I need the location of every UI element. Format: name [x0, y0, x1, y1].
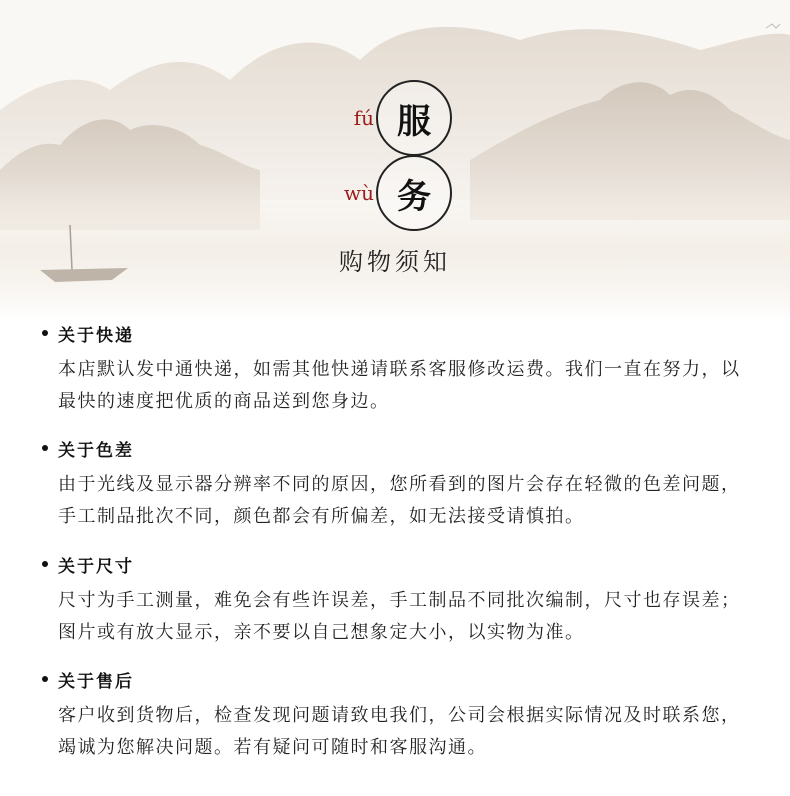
section-shipping	[42, 320, 752, 418]
char-fu-row	[340, 80, 452, 156]
pinyin-wu: wù	[344, 181, 374, 205]
section-title	[42, 666, 752, 692]
char-wu-row	[340, 155, 452, 231]
section-body: 尺寸为手工测量，难免会有些许误差，手工制品不同批次编制，尺寸也存误差；图片或有放大显示，亲不要以自己想象定大小，以实物为准。	[58, 590, 741, 643]
section-after-sales	[42, 666, 752, 764]
section-body: 由于光线及显示器分辨率不同的原因，您所看到的图片会存在轻微的色差问题，手工制品批次不同，颜色都会有所偏差，如无法接受请慎拍。	[58, 474, 741, 527]
page-subtitle: 购物须知	[339, 248, 451, 276]
section-color-difference	[42, 435, 752, 533]
bullet-icon	[42, 561, 48, 567]
section-title-text: 关于快递	[58, 325, 134, 346]
service-header	[0, 0, 790, 300]
bullet-icon	[42, 445, 48, 451]
section-title-text: 关于售后	[58, 671, 134, 692]
bullet-icon	[42, 330, 48, 336]
section-size	[42, 551, 752, 649]
section-title	[42, 320, 752, 346]
bullet-icon	[42, 676, 48, 682]
circle-char-wu: 务	[376, 155, 452, 231]
pinyin-fu: fú	[353, 106, 374, 130]
section-body: 客户收到货物后，检查发现问题请致电我们，公司会根据实际情况及时联系您，竭诚为您解决问题。若有疑问可随时和客服沟通。	[58, 705, 741, 758]
section-body: 本店默认发中通快递，如需其他快递请联系客服修改运费。我们一直在努力，以最快的速度把优质的商品送到您身边。	[58, 359, 741, 412]
section-title	[42, 435, 752, 461]
section-title-text: 关于色差	[58, 440, 134, 461]
section-title	[42, 551, 752, 577]
circle-char-fu: 服	[376, 80, 452, 156]
section-title-text: 关于尺寸	[58, 556, 134, 577]
